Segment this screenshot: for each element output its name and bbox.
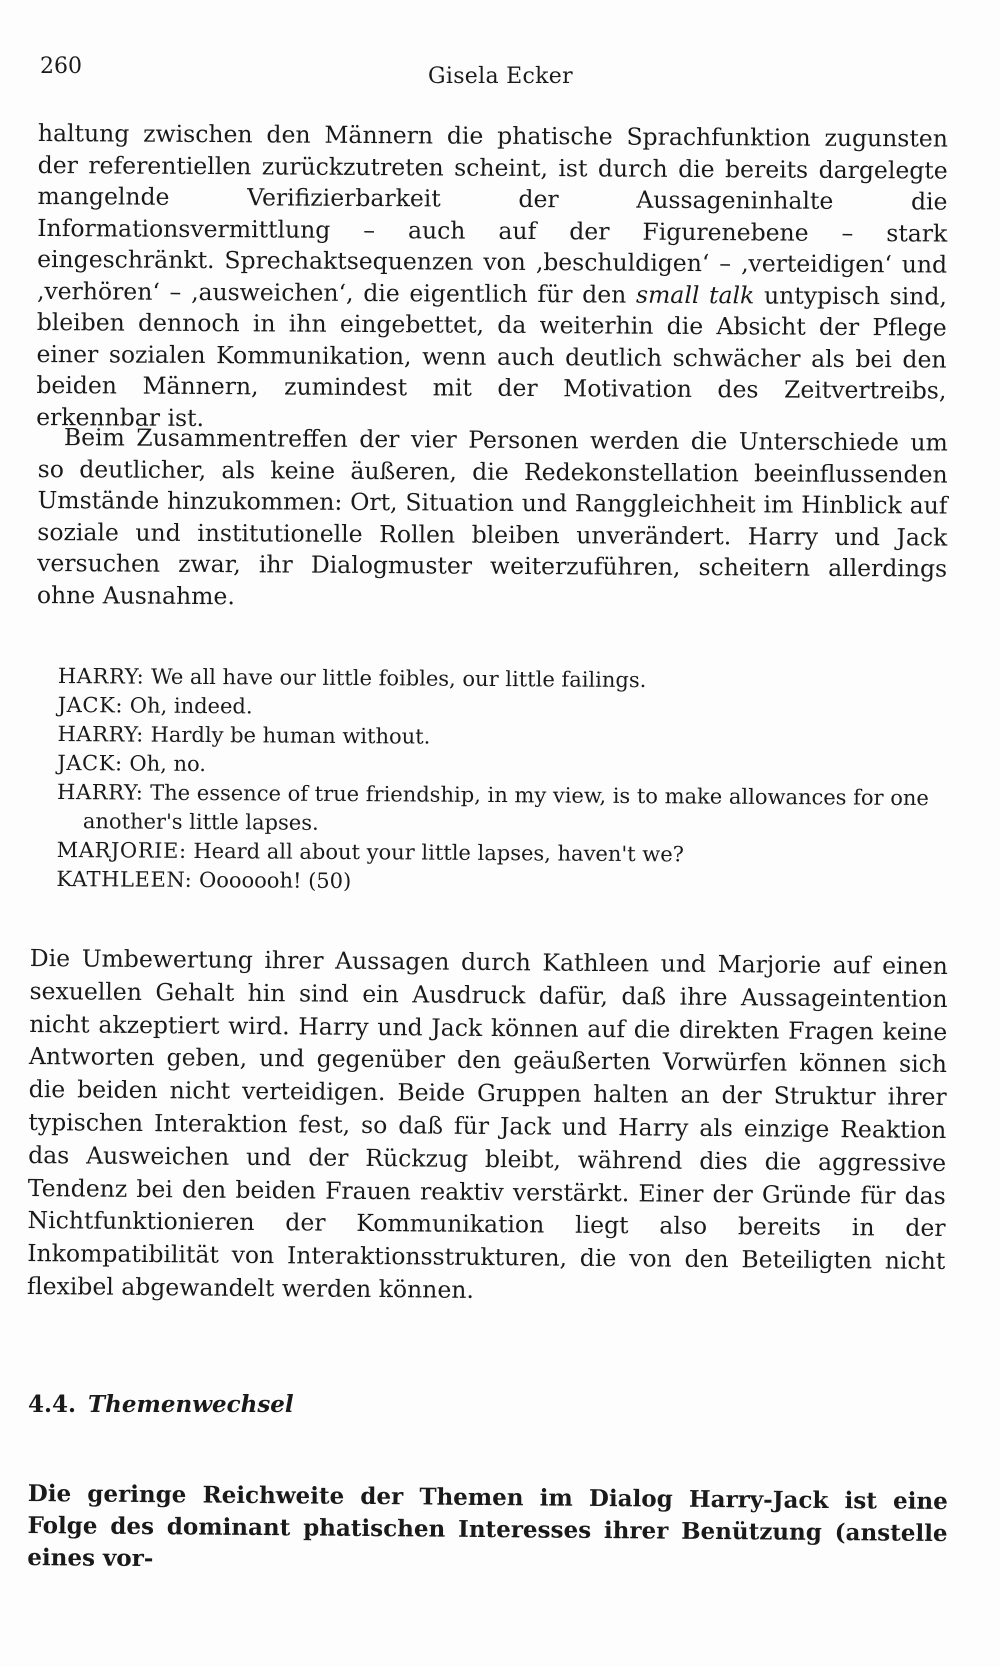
dialogue-line — [57, 778, 947, 842]
running-head-author: Gisela Ecker — [428, 64, 573, 89]
small-talk-term: small talk — [635, 280, 755, 309]
spoken-text: We all have our little foibles, our little failings. — [150, 664, 647, 693]
speaker-name: HARRY: — [57, 779, 144, 805]
spoken-text: Oh, indeed. — [129, 693, 253, 719]
speaker-name: HARRY: — [57, 721, 144, 747]
dialogue-quote — [56, 662, 948, 900]
speaker-name: MARJORIE: — [56, 837, 187, 863]
speaker-name: JACK: — [57, 692, 124, 718]
page-number: 260 — [40, 54, 82, 79]
spoken-text: Heard all about your little lapses, haven't we? — [193, 838, 685, 867]
body-paragraph-3: Die Umbewertung ihrer Aussagen durch Kathleen und Marjorie auf einen sexuellen Gehalt hin sind ein Ausdruck dafür, daß ihre Aussageintention nicht akzeptiert wird. Harry und Jack können auf die direkten Fragen keine Antworten geben, und gegenüber den geäußerten Vorwürfen können sich die beiden nicht verteidigen. Beide Gruppen halten an der Struktur ihrer typischen Interaktion fest, so daß für Jack und Harry als einzige Reaktion das Ausweichen und der Rückzug bleibt, während dies die aggressive Tendenz bei den beiden Frauen reaktiv verstärkt. Einer der Gründe für das Nichtfunktionieren der Kommunikation liegt also bereits in der Inkompatibilität von Interaktionsstrukturen, die von den Beteiligten nicht flexibel abgewandelt werden können. — [26, 943, 948, 1304]
section-heading — [28, 1391, 294, 1418]
speaker-name: JACK: — [57, 750, 123, 776]
body-paragraph-2: Beim Zusammentreffen der vier Personen werden die Unterschiede um so deutlicher, als keine äußeren, die Redekonstellation beeinflussenden Umstände hinzukommen: Ort, Situation und Ranggleichheit im Hinblick auf soziale und institutionelle Rollen bleiben unverändert. Harry und Jack versuchen zwar, ihr Dialogmuster weiterzuführen, scheitern allerdings ohne Ausnahme. — [36, 423, 948, 610]
paragraph-1-text: haltung zwischen den Männern die phatische Sprachfunktion zugunsten der referentiellen zurückzutreten scheint, ist durch die bereits dargelegte mangelnde Verifizierbarkeit der Aussageninhalte die Informationsvermittlung – auch auf der Figurenebene – stark eingeschränkt. Sprechaktsequenzen von ‚beschuldigen‘ – ‚verteidigen‘ und ‚verhören‘ – ‚ausweichen‘, die eigentlich für den — [36, 118, 948, 309]
section-number: 4.4. — [28, 1391, 77, 1418]
spoken-text: Oh, no. — [129, 751, 207, 777]
spoken-text: Ooooooh! (50) — [198, 867, 352, 894]
section-title: Themenwechsel — [88, 1391, 294, 1418]
dialogue-line — [56, 865, 946, 900]
speaker-name: HARRY: — [57, 663, 145, 689]
spoken-text: The essence of true friendship, in my view, is to make allowances for one another's little lapses. — [82, 780, 929, 835]
body-paragraph-4: Die geringe Reichweite der Themen im Dialog Harry-Jack ist eine Folge des dominant phatischen Interesses ihrer Benützung (anstelle eines vor- — [27, 1479, 948, 1573]
spoken-text: Hardly be human without. — [150, 722, 431, 749]
speaker-name: KATHLEEN: — [56, 866, 193, 892]
paragraph-1-text-end: untypisch sind, bleiben dennoch in ihn eingebettet, da weiterhin die Absicht der Pflege einer sozialen Kommunikation, wenn auch deutlich schwächer als bei den beiden Männern, zumindest mit der Motivation des Zeitvertreibs, erkennbar ist. — [36, 280, 947, 432]
body-paragraph-1 — [36, 118, 948, 439]
